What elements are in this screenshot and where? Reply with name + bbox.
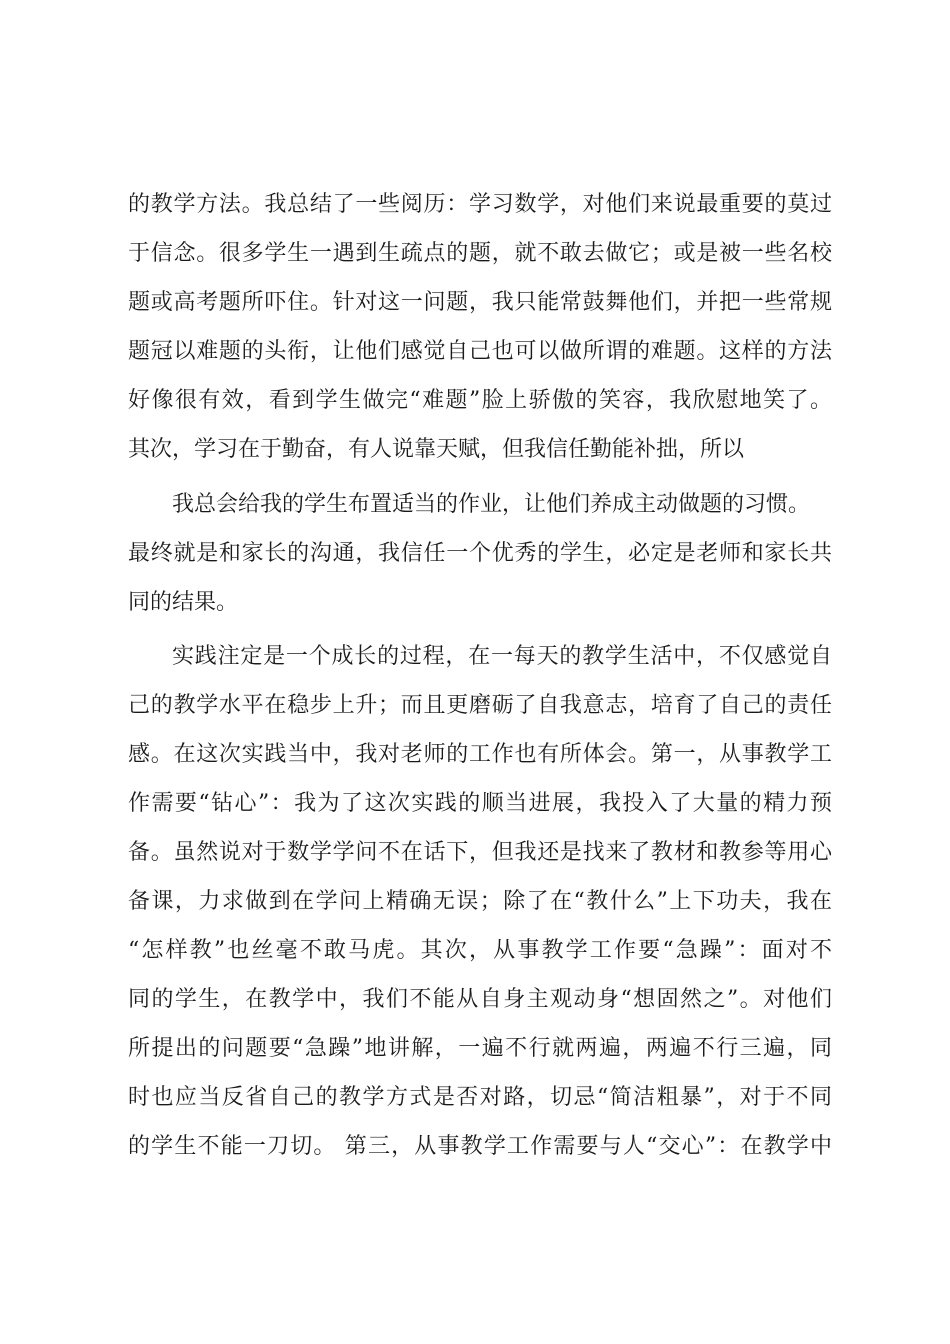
text-line: 最终就是和家长的沟通，我信任一个优秀的学生，必定是老师和家长共 [128, 541, 832, 566]
text-line: 所提出的问题要“急躁”地讲解，一遍不行就两遍，两遍不行三遍，同 [128, 1036, 832, 1061]
text-line: 同的结果。 [128, 590, 239, 615]
text-line: 同的学生，在教学中，我们不能从自身主观动身“想固然之”。对他们 [128, 987, 832, 1012]
text-line: 其次，学习在于勤奋，有人说靠天赋，但我信任勤能补拙，所以 [128, 437, 745, 462]
text-line: 题或高考题所吓住。针对这一问题，我只能常鼓舞他们，并把一些常规 [128, 290, 832, 315]
text-line: 备。虽然说对于数学学问不在话下，但我还是找来了教材和教参等用心 [128, 840, 832, 865]
text-line: 己的教学水平在稳步上升；而且更磨砺了自我意志，培育了自己的责任 [128, 693, 832, 718]
text-line: 题冠以难题的头衔，让他们感觉自己也可以做所谓的难题。这样的方法 [128, 339, 832, 364]
text-line: 的教学方法。我总结了一些阅历：学习数学，对他们来说最重要的莫过 [128, 192, 832, 217]
text-line: 作需要“钻心”：我为了这次实践的顺当进展，我投入了大量的精力预 [128, 791, 832, 816]
text-line: 于信念。很多学生一遇到生疏点的题，就不敢去做它；或是被一些名校 [128, 241, 832, 266]
text-line: “怎样教”也丝毫不敢马虎。其次，从事教学工作要“急躁”：面对不 [128, 938, 832, 963]
text-line: 时也应当反省自己的教学方式是否对路，切忌“简洁粗暴”，对于不同 [128, 1085, 832, 1110]
paragraph-first-line: 我总会给我的学生布置适当的作业，让他们养成主动做题的习惯。 [172, 492, 811, 517]
text-line: 的学生不能一刀切。 第三，从事教学工作需要与人“交心”：在教学中 [128, 1134, 832, 1159]
text-line: 备课，力求做到在学问上精确无误；除了在“教什么”上下功夫，我在 [128, 889, 832, 914]
paragraph-first-line: 实践注定是一个成长的过程，在一每天的教学生活中，不仅感觉自 [172, 644, 832, 669]
text-line: 感。在这次实践当中，我对老师的工作也有所体会。第一，从事教学工 [128, 742, 832, 767]
text-line: 好像很有效，看到学生做完“难题”脸上骄傲的笑容，我欣慰地笑了。 [128, 388, 832, 413]
